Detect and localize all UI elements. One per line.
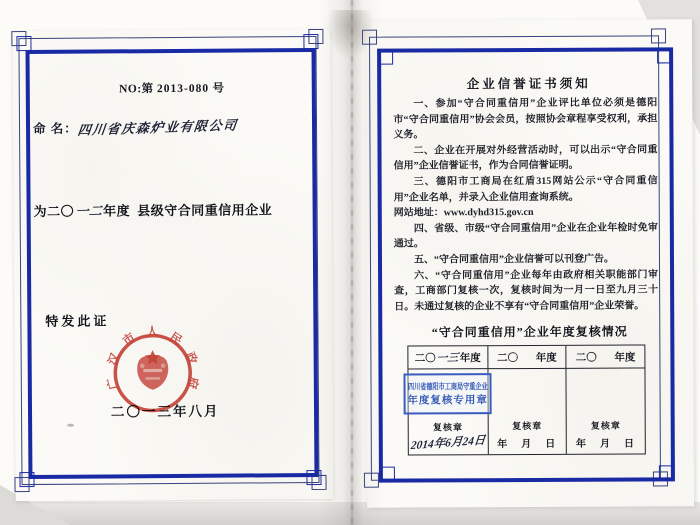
national-emblem-icon	[137, 350, 168, 390]
review-year-header-1	[408, 346, 487, 369]
notice-item-6: 六、“守合同重信用”企业每年由政府相关职能部门审查，工商部门复核一次，复核时间为一月一日至九月三十日。未通过复核的企业不享有“守合同重信用”企业荣誉。	[394, 268, 659, 313]
review-date-placeholder: 年 月 日	[497, 438, 558, 451]
review-year-header-3	[566, 345, 645, 368]
certificate-right-page	[365, 19, 694, 507]
notice-body	[393, 95, 658, 314]
frame-corner-ornament	[16, 36, 31, 51]
year-suffix: 年度	[459, 352, 481, 364]
spine-smudge	[324, 10, 376, 62]
certificate-number-prefix: NO:第	[119, 83, 154, 96]
frame-corner-ornament	[651, 28, 666, 43]
review-seal-label: 复核章	[512, 420, 543, 432]
certificate-left-page	[12, 29, 333, 501]
award-statement	[34, 199, 273, 220]
frame-corner-ornament	[303, 34, 318, 49]
stamp-line-2: 年度复核专用章	[407, 395, 488, 407]
scan-speck	[67, 424, 74, 427]
frame-corner-ornament	[657, 48, 672, 63]
issue-date: 二〇一三年八月	[110, 403, 220, 420]
review-cell-2	[487, 369, 566, 454]
company-name-handwritten: 四川省庆森炉业有限公司	[76, 117, 239, 138]
year-suffix: 年度	[614, 352, 636, 364]
issue-statement: 特发此证	[45, 313, 110, 329]
website-line: 网站地址：www.dyhd315.gov.cn	[393, 207, 534, 219]
certificate-number-suffix: 号	[212, 82, 225, 95]
review-office-stamp	[403, 373, 491, 414]
award-suffix: 年度	[103, 203, 131, 219]
booklet-spine-fold	[318, 0, 384, 525]
review-year-header-2	[487, 346, 566, 369]
review-cell-3	[566, 368, 645, 453]
year-prefix: 二〇	[414, 352, 436, 365]
review-cell-1	[408, 369, 487, 454]
government-red-seal	[100, 323, 205, 428]
notice-item-5: 五、“守合同重信用”企业信誉可以刊登广告。	[413, 253, 615, 266]
notice-item-2: 二、企业在开展对外经营活动时，可以出示“守合同重信用”企业信誉证书，作为合同信誉证明。	[393, 144, 658, 172]
frame-corner-ornament	[659, 465, 674, 480]
notice-item-4: 四、省级、市级“守合同重信用”企业在企业年检时免审通过。	[393, 222, 658, 250]
review-seal-label: 复核章	[590, 420, 621, 431]
year-value-handwritten: 一三	[435, 352, 460, 365]
year-prefix: 二〇	[497, 352, 519, 364]
certificate-number	[13, 79, 331, 97]
award-title: 县级守合同重信用企业	[137, 202, 273, 219]
notice-item-3: 三、德阳市工商局在红盾315网站公示“守合同重信用”企业名单，并录入企业信用查询系统。	[393, 175, 658, 204]
award-year-handwritten: 一二	[74, 203, 103, 220]
notice-item-1: 一、参加“守合同重信用”企业评比单位必须是德阳市“守合同重信用”协会会员，按照协会章程享受权利，承担义务。	[393, 97, 658, 141]
annual-review-table	[407, 344, 645, 455]
seal-text: 广汉市人民政府	[104, 324, 202, 392]
award-prefix: 为二〇	[33, 203, 75, 219]
notice-title: 企业信誉证书须知	[466, 76, 591, 92]
review-date-placeholder: 年 月 日	[575, 438, 636, 450]
name-label: 命 名：	[32, 121, 78, 136]
review-seal-label: 复核章	[433, 422, 464, 433]
review-date-handwritten: 2014年6月24日	[410, 434, 486, 453]
certificate-number-value: 2013-080	[156, 82, 210, 96]
review-heading: “守合同重信用”企业年度复核情况	[431, 324, 628, 340]
year-prefix: 二〇	[575, 352, 597, 364]
company-name-line	[33, 117, 237, 137]
spine-crease-line	[351, 0, 353, 525]
year-suffix: 年度	[535, 352, 557, 364]
stamp-line-1: 四川省德阳市工商局守重企业	[407, 381, 488, 392]
